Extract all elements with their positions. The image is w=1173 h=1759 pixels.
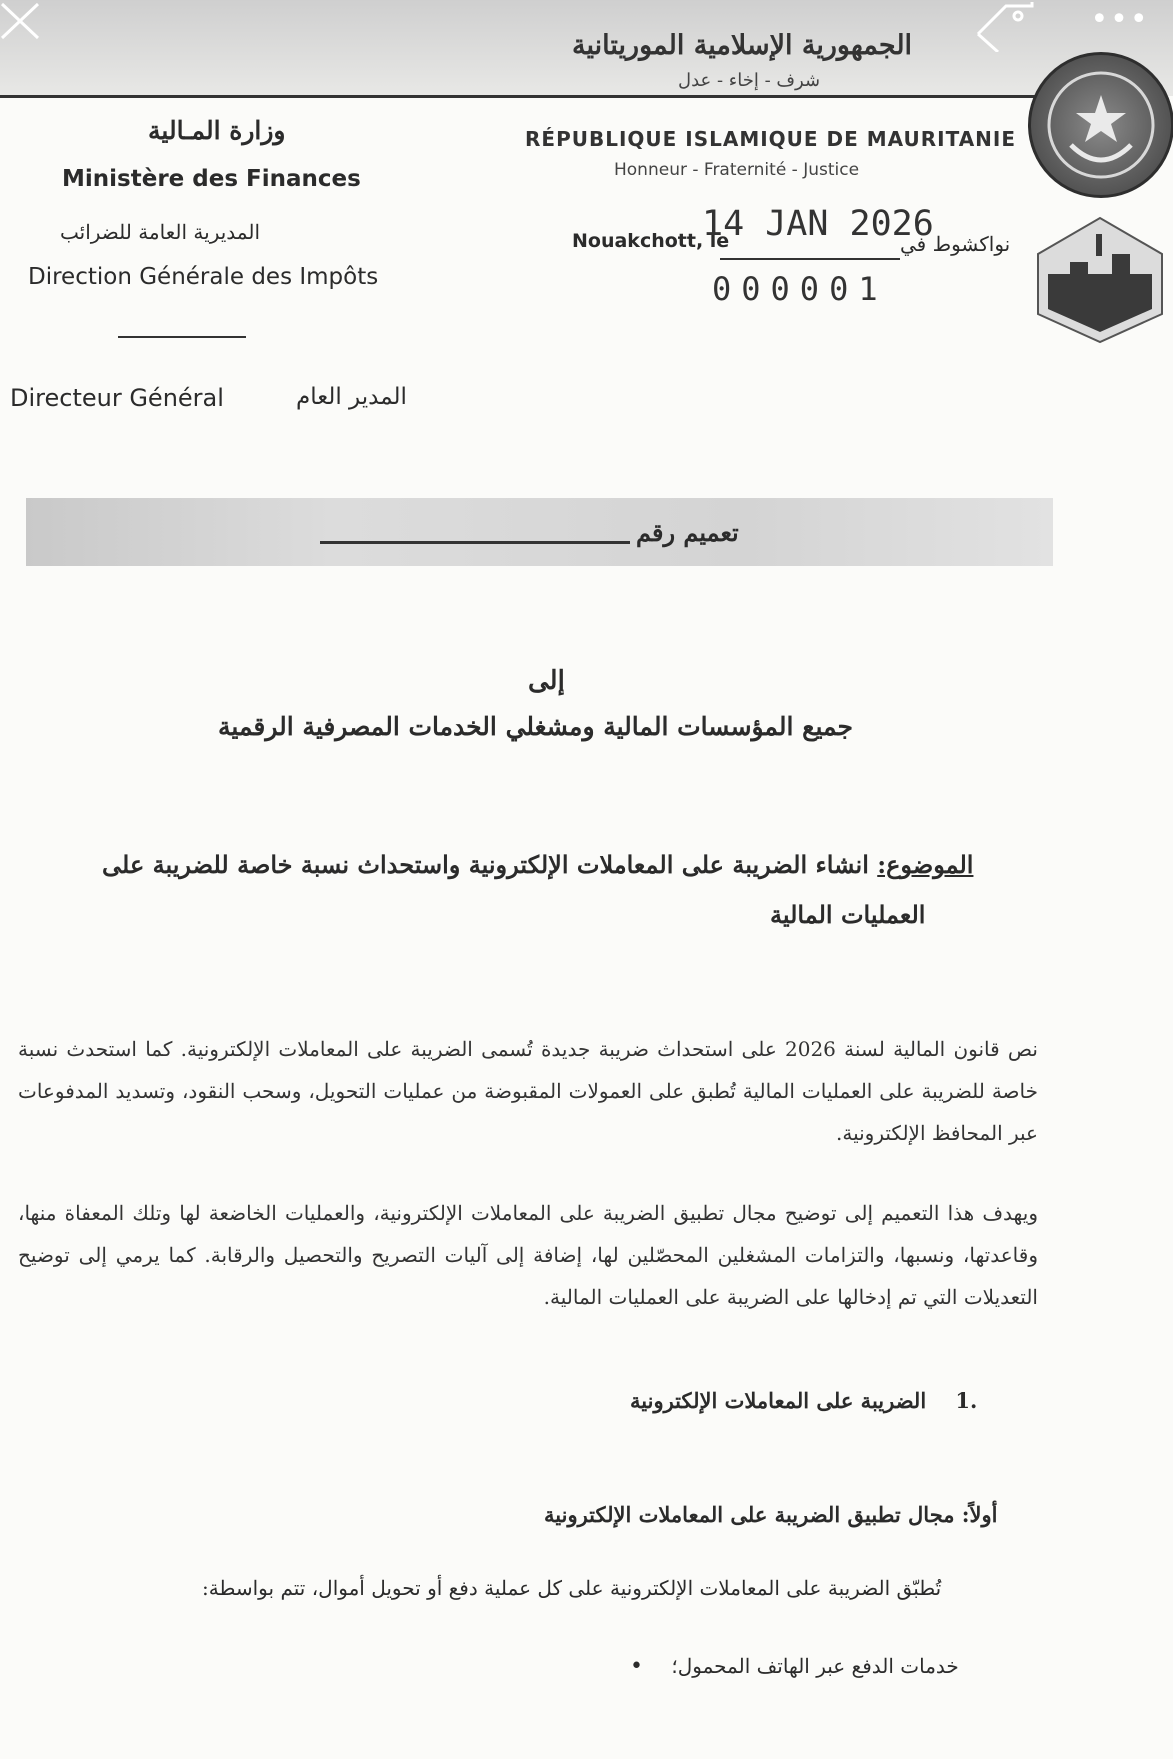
place-french: Nouakchott, le (572, 230, 730, 252)
more-options-button[interactable] (1080, 2, 1160, 42)
circular-number-line (320, 541, 630, 544)
republic-arabic: الجمهورية الإسلامية الموريتانية (572, 30, 913, 61)
bullet-item (630, 1654, 959, 1679)
place-arabic: نواكشوط في (900, 232, 1011, 256)
divider (118, 336, 246, 338)
directorate-french: Direction Générale des Impôts (28, 264, 379, 290)
tag-icon (972, 2, 1042, 52)
bullet-icon: • (630, 1654, 643, 1679)
paragraph-3: تُطبّق الضريبة على المعاملات الإلكترونية على كل عملية دفع أو تحويل أموال، تتم بواسطة: (202, 1576, 942, 1600)
motto-arabic: شرف - إخاء - عدل (678, 70, 821, 91)
building-logo-icon (1030, 214, 1170, 344)
paragraph-2: ويهدف هذا التعميم إلى توضيح مجال تطبيق الضريبة على المعاملات الإلكترونية، والعمليات الخاضعة لها وتلك المعفاة منها، وقاعدتها، ونسبها، والتزامات المشغلين المحصّلين لها، إضافة إلى آليات التصريح والتحصيل والرقابة. كما يرمي إلى توضيح التعديلات التي تم إدخالها على الضريبة على العمليات المالية. (18, 1201, 1038, 1309)
addressee-to: إلى (528, 666, 565, 696)
director-french: Directeur Général (10, 384, 224, 412)
national-seal (1028, 52, 1173, 198)
more-icon: ••• (1090, 2, 1150, 37)
close-icon (0, 0, 44, 44)
circular-label: تعميم رقم (636, 518, 739, 547)
subject-line2: العمليات المالية (770, 900, 926, 929)
paragraph-1: نص قانون المالية لسنة 2026 على استحداث ضريبة جديدة تُسمى الضريبة على المعاملات الإلكترونية. كما استحدث نسبة خاصة للضريبة على العمليات المالية تُطبق على العمولات المقبوضة من عمليات التحويل، وسحب النقود، وتسديد المدفوعات عبر المحافظ الإلكترونية. (18, 1037, 1038, 1145)
subject-label: الموضوع: (877, 850, 974, 879)
header-rule (0, 95, 1040, 98)
date-rule (720, 258, 900, 260)
section-1-title (630, 1388, 977, 1413)
ministry-arabic: وزارة المـالية (148, 116, 286, 145)
bullet-text: خدمات الدفع عبر الهاتف المحمول؛ (671, 1654, 959, 1678)
tag-button[interactable] (972, 2, 1042, 52)
addressee-recipients: جميع المؤسسات المالية ومشغلي الخدمات المصرفية الرقمية (218, 712, 853, 741)
star-crescent-icon (1031, 55, 1171, 195)
ministry-french: Ministère des Finances (62, 166, 361, 192)
section-1-text: الضريبة على المعاملات الإلكترونية (630, 1388, 927, 1413)
directorate-arabic: المديرية العامة للضرائب (60, 220, 260, 244)
section-1-number: .1 (955, 1388, 978, 1413)
director-arabic: المدير العام (296, 384, 407, 410)
date-stamp: 14 JAN 2026 (702, 204, 934, 244)
republic-french: RÉPUBLIQUE ISLAMIQUE DE MAURITANIE (525, 127, 1017, 151)
close-button[interactable] (0, 0, 44, 44)
subject-line1 (102, 850, 973, 879)
subsection-title: أولاً: مجال تطبيق الضريبة على المعاملات الإلكترونية (544, 1502, 998, 1527)
subject-text: انشاء الضريبة على المعاملات الإلكترونية واستحداث نسبة خاصة للضريبة على (102, 850, 869, 879)
number-stamp: 000001 (712, 270, 888, 308)
dgi-logo (1030, 214, 1170, 344)
motto-french: Honneur - Fraternité - Justice (614, 160, 860, 180)
circular-banner (26, 498, 1053, 566)
